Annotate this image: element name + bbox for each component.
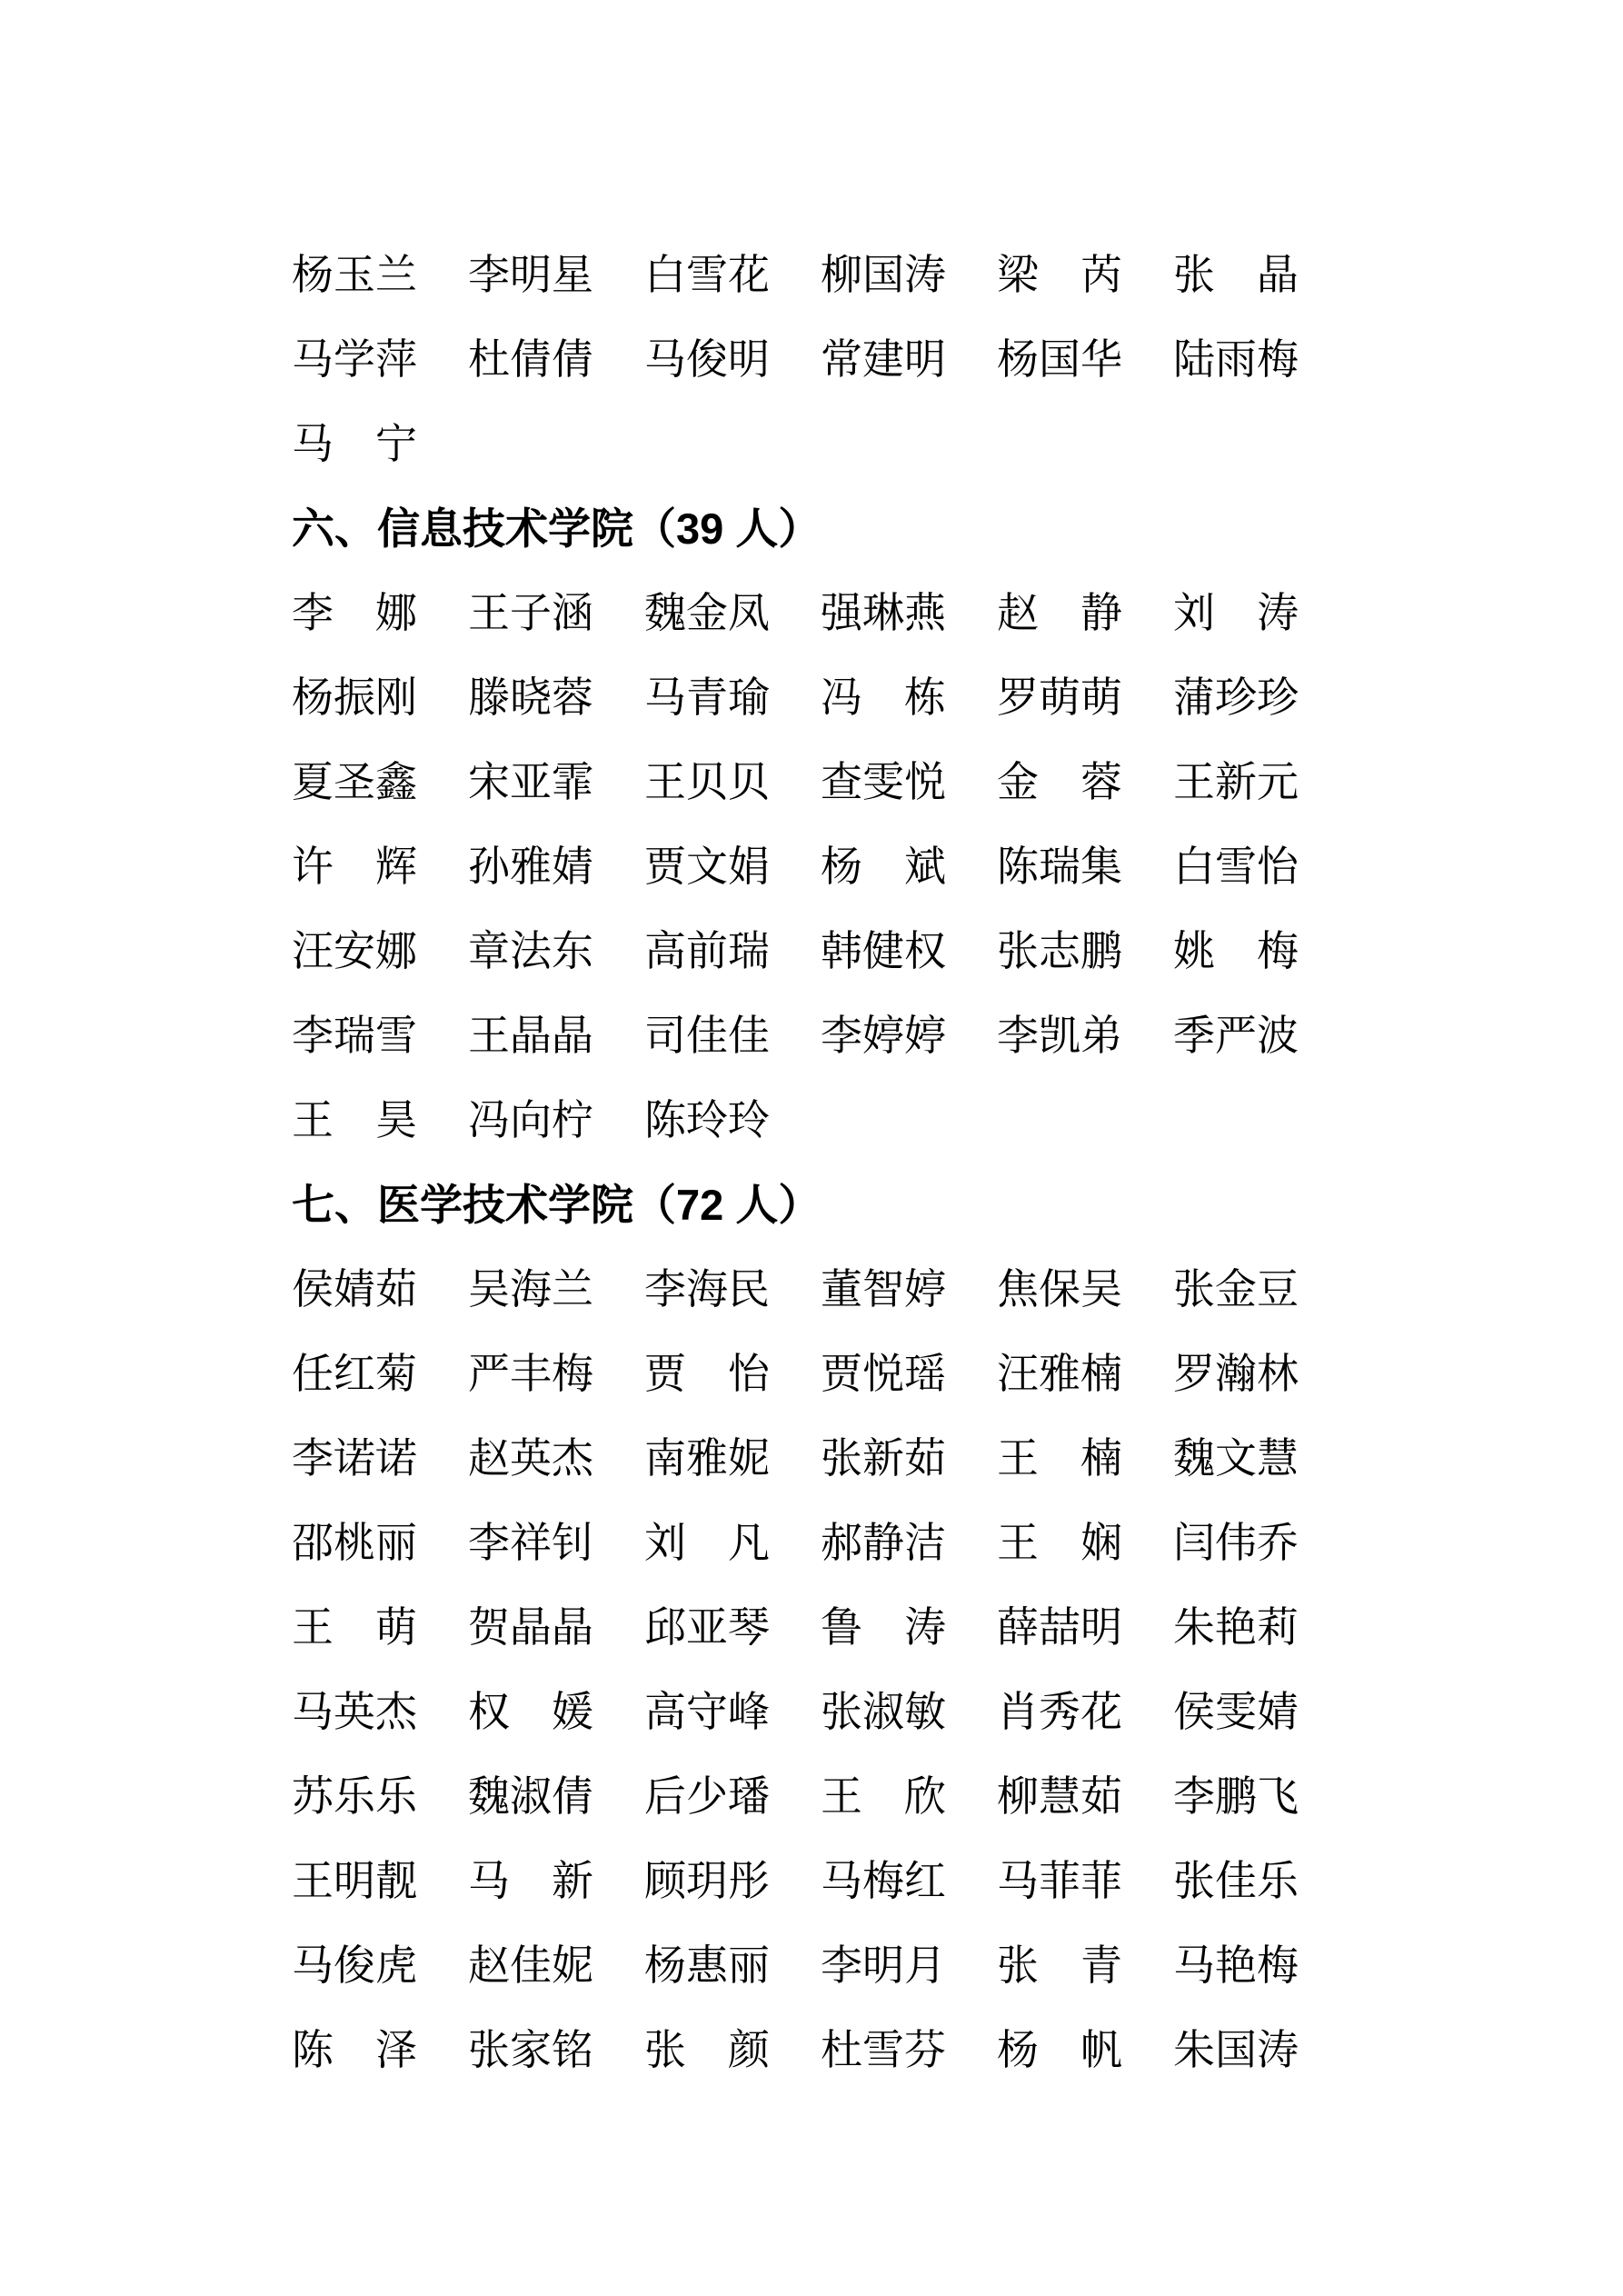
person-name: 李明星: [468, 252, 593, 298]
person-name: 刘 凡: [644, 1520, 770, 1566]
person-name: 薛喆明: [997, 1604, 1122, 1651]
person-name: 王子涵: [468, 590, 593, 636]
person-name: 杜倩倩: [468, 336, 593, 383]
person-name: 冯向柠: [468, 1097, 593, 1143]
name-row: [292, 1670, 1364, 1754]
person-name: 马 宁: [292, 421, 417, 467]
person-name: 王 萌: [292, 1604, 417, 1651]
person-name: 吴海兰: [468, 1266, 593, 1313]
person-name: 许 辉: [292, 844, 417, 890]
person-name: 赵佳妮: [468, 1942, 593, 1989]
name-row: [292, 1416, 1364, 1501]
person-name: 马英杰: [292, 1689, 417, 1735]
person-name: 王明靓: [292, 1858, 417, 1904]
person-name: 张新茹: [821, 1435, 946, 1482]
person-name: 杨 斌: [821, 844, 946, 890]
person-name: 金 蓉: [997, 759, 1122, 805]
person-name: 柳国涛: [821, 252, 946, 298]
person-name: 马学萍: [292, 336, 417, 383]
person-name: 贾文娟: [644, 844, 770, 890]
person-name: 王晶晶: [468, 1013, 593, 1059]
name-row: [292, 402, 1364, 486]
person-name: 李凯弟: [997, 1013, 1122, 1059]
person-name: 魏金凤: [644, 590, 770, 636]
person-name: 蒲珍珍: [1173, 674, 1299, 721]
document-content: [292, 233, 1364, 2092]
name-row: [292, 1754, 1364, 1839]
person-name: 韩健权: [821, 928, 946, 974]
person-name: 后少璠: [644, 1773, 770, 1820]
person-name: 罗萌萌: [997, 674, 1122, 721]
name-row: [292, 571, 1364, 655]
person-name: 朱国涛: [1173, 2027, 1299, 2073]
person-name: 杨 帆: [997, 2027, 1122, 2073]
name-row: [292, 1247, 1364, 1332]
name-row: [292, 740, 1364, 824]
name-row: [292, 317, 1364, 402]
person-name: 陆雨梅: [1173, 336, 1299, 383]
person-name: 陈瑞集: [997, 844, 1122, 890]
person-name: 王新元: [1173, 759, 1299, 805]
section-heading: 七、医学技术学院（72 人）: [292, 1181, 821, 1229]
person-name: 杨惠丽: [644, 1942, 770, 1989]
person-name: 焦保吴: [997, 1266, 1122, 1313]
person-name: 冯 栋: [821, 674, 946, 721]
person-name: 杨玉兰: [292, 252, 417, 298]
name-row: [292, 655, 1364, 740]
person-name: 王 楠: [997, 1435, 1122, 1482]
name-row: [292, 1923, 1364, 2008]
person-name: 苏乐乐: [292, 1773, 417, 1820]
name-row: [292, 909, 1364, 993]
person-name: 白雪怡: [1173, 844, 1299, 890]
person-name: 季严波: [1173, 1013, 1299, 1059]
person-name: 张志鹏: [997, 928, 1122, 974]
person-name: 张金豆: [1173, 1266, 1299, 1313]
person-name: 杜雪芬: [821, 2027, 946, 2073]
name-row: [292, 2008, 1364, 2092]
person-name: 魏文慧: [1173, 1435, 1299, 1482]
person-name: 魏淑倩: [468, 1773, 593, 1820]
name-row: [292, 824, 1364, 909]
person-name: 宋亚霏: [468, 759, 593, 805]
person-name: 郝静洁: [821, 1520, 946, 1566]
person-name: 陈玲玲: [644, 1097, 770, 1143]
person-name: 肖秀花: [997, 1689, 1122, 1735]
person-name: 鲁 涛: [821, 1604, 946, 1651]
name-row: [292, 1585, 1364, 1670]
person-name: 陈 泽: [292, 2027, 417, 2073]
person-name: 杨国华: [997, 336, 1122, 383]
person-name: 马俊明: [644, 336, 770, 383]
person-name: 马梅红: [821, 1858, 946, 1904]
person-name: 王 娴: [997, 1520, 1122, 1566]
person-name: 滕晓蓉: [468, 674, 593, 721]
person-name: 董智婷: [821, 1266, 946, 1313]
person-name: 王 欣: [821, 1773, 946, 1820]
person-name: 张 晶: [1173, 252, 1299, 298]
person-name: 马青瑜: [644, 674, 770, 721]
person-name: 张家铭: [468, 2027, 593, 2073]
person-name: 姚 梅: [1173, 928, 1299, 974]
person-name: 任红菊: [292, 1351, 417, 1397]
person-name: 南雅妮: [644, 1435, 770, 1482]
person-name: 罗瀚林: [1173, 1351, 1299, 1397]
person-name: 马艳梅: [1173, 1942, 1299, 1989]
person-name: 侯婧茹: [292, 1266, 417, 1313]
person-name: 赵 静: [997, 590, 1122, 636]
person-name: 李海民: [644, 1266, 770, 1313]
person-name: 侯雯婧: [1173, 1689, 1299, 1735]
person-name: 刘 涛: [1173, 590, 1299, 636]
person-name: 汪安娜: [292, 928, 417, 974]
person-name: 司佳佳: [644, 1013, 770, 1059]
person-name: 柳慧茹: [997, 1773, 1122, 1820]
person-name: 高前瑞: [644, 928, 770, 974]
person-name: 汪雅楠: [997, 1351, 1122, 1397]
person-name: 权 媛: [468, 1689, 593, 1735]
name-row: [292, 1332, 1364, 1416]
name-row: [292, 1501, 1364, 1585]
person-name: 李祥钊: [468, 1520, 593, 1566]
person-name: 邱亚琴: [644, 1604, 770, 1651]
person-name: 贾悦瑶: [821, 1351, 946, 1397]
person-name: 李婷婷: [821, 1013, 946, 1059]
person-name: 李诺诺: [292, 1435, 417, 1482]
person-name: 贺晶晶: [468, 1604, 593, 1651]
section-heading: 六、信息技术学院（39 人）: [292, 504, 821, 553]
person-name: 李明月: [821, 1942, 946, 1989]
person-name: 张淑敏: [821, 1689, 946, 1735]
person-name: 李 娜: [292, 590, 417, 636]
person-name: 白雪花: [644, 252, 770, 298]
person-name: 张 青: [997, 1942, 1122, 1989]
person-name: 李瑞雪: [292, 1013, 417, 1059]
person-name: 章法东: [468, 928, 593, 974]
person-name: 顾玥彤: [644, 1858, 770, 1904]
person-name: 张 颜: [644, 2027, 770, 2073]
person-name: 朱艳莉: [1173, 1604, 1299, 1651]
person-name: 强琳燕: [821, 590, 946, 636]
person-name: 马菲菲: [997, 1858, 1122, 1904]
person-name: 严丰梅: [468, 1351, 593, 1397]
person-name: 孙雅婧: [468, 844, 593, 890]
person-name: 王 昊: [292, 1097, 417, 1143]
person-name: 贾 怡: [644, 1351, 770, 1397]
name-row: [292, 1078, 1364, 1163]
person-name: 张佳乐: [1173, 1858, 1299, 1904]
person-name: 闫伟乔: [1173, 1520, 1299, 1566]
person-name: 夏圣鑫: [292, 759, 417, 805]
person-name: 马俊虎: [292, 1942, 417, 1989]
person-name: 邵桃丽: [292, 1520, 417, 1566]
person-name: 高守峰: [644, 1689, 770, 1735]
person-name: 杨振刚: [292, 674, 417, 721]
person-name: 王贝贝: [644, 759, 770, 805]
person-name: 查雯悦: [821, 759, 946, 805]
person-name: 梁 芮: [997, 252, 1122, 298]
name-row: [292, 1839, 1364, 1923]
name-row: [292, 233, 1364, 317]
name-row: [292, 993, 1364, 1078]
person-name: 李鹏飞: [1173, 1773, 1299, 1820]
person-name: 马 新: [468, 1858, 593, 1904]
person-name: 赵英杰: [468, 1435, 593, 1482]
person-name: 常建明: [821, 336, 946, 383]
